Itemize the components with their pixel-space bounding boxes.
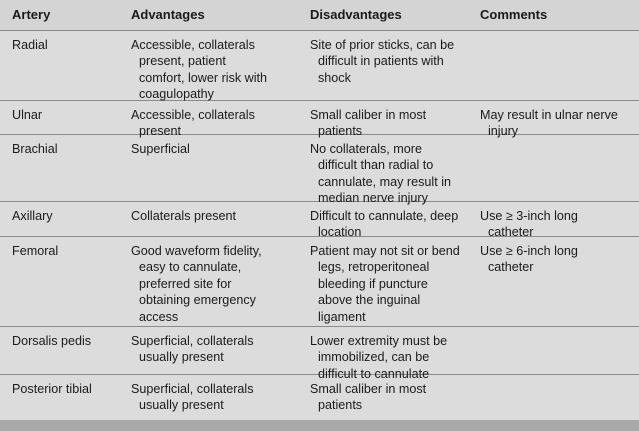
cell-text-line: patients xyxy=(318,124,363,139)
cell-advantages xyxy=(131,333,254,366)
header-disadvantages: Disadvantages xyxy=(310,7,402,22)
cell-advantages xyxy=(131,208,236,224)
cell-text-line: shock xyxy=(318,70,351,85)
cell-text-line: Collaterals present xyxy=(131,209,236,223)
cell-text-line: Accessible, collaterals xyxy=(131,108,255,122)
cell-disadvantages xyxy=(310,208,458,241)
cell-text-line: Posterior tibial xyxy=(12,382,92,396)
cell-text-line: difficult in patients with xyxy=(318,54,444,69)
table-row xyxy=(0,375,639,420)
cell-advantages xyxy=(131,381,254,414)
cell-artery xyxy=(12,141,58,157)
cell-advantages xyxy=(131,37,267,103)
cell-text-line: catheter xyxy=(488,260,534,275)
cell-text-line: Femoral xyxy=(12,244,59,258)
cell-text-line: comfort, lower risk with xyxy=(139,70,268,85)
cell-comments xyxy=(480,208,578,241)
cell-text-line: injury xyxy=(488,124,519,139)
cell-text-line: Brachial xyxy=(12,142,58,156)
cell-text-line: obtaining emergency xyxy=(139,293,256,308)
cell-artery xyxy=(12,381,92,397)
cell-text-line: legs, retroperitoneal xyxy=(318,260,430,275)
cell-text-line: usually present xyxy=(139,350,224,365)
table-row xyxy=(0,135,639,206)
table-row xyxy=(0,327,639,381)
cell-text-line: Axillary xyxy=(12,209,53,223)
cell-text-line: Site of prior sticks, can be xyxy=(310,38,455,52)
cell-text-line: location xyxy=(318,225,362,240)
cell-text-line: easy to cannulate, xyxy=(139,260,242,275)
cell-text-line: Dorsalis pedis xyxy=(12,334,92,348)
header-advantages: Advantages xyxy=(131,7,205,22)
cell-text-line: Patient may not sit or bend xyxy=(310,244,460,258)
cell-text-line: May result in ulnar nerve xyxy=(480,108,618,122)
cell-text-line: Small caliber in most xyxy=(310,382,427,396)
cell-advantages xyxy=(131,141,190,157)
cell-text-line: present xyxy=(139,124,182,139)
cell-artery xyxy=(12,243,58,259)
cell-text-line: coagulopathy xyxy=(139,87,214,102)
table-footer-bar xyxy=(0,420,639,431)
cell-text-line: Superficial, collaterals xyxy=(131,382,254,396)
cell-text-line: Lower extremity must be xyxy=(310,334,448,348)
cell-disadvantages xyxy=(310,381,426,414)
cell-text-line: Accessible, collaterals xyxy=(131,38,255,52)
cell-text-line: access xyxy=(139,309,179,324)
cell-text-line: ligament xyxy=(318,309,366,324)
cell-text-line: catheter xyxy=(488,225,534,240)
cell-disadvantages xyxy=(310,37,454,86)
cell-text-line: present, patient xyxy=(139,54,226,69)
cell-text-line: Use ≥ 6-inch long xyxy=(480,244,578,258)
cell-text-line: preferred site for xyxy=(139,276,232,291)
cell-text-line: Radial xyxy=(12,38,48,52)
cell-text-line: Good waveform fidelity, xyxy=(131,244,262,258)
header-artery: Artery xyxy=(12,7,51,22)
cell-advantages xyxy=(131,243,262,325)
cell-text-line: above the inguinal xyxy=(318,293,421,308)
cell-text-line: difficult than radial to xyxy=(318,158,434,173)
cell-text-line: Use ≥ 3-inch long xyxy=(480,209,578,223)
cell-text-line: patients xyxy=(318,398,363,413)
cell-disadvantages xyxy=(310,243,460,325)
header-comments: Comments xyxy=(480,7,548,22)
cell-text-line: Difficult to cannulate, deep xyxy=(310,209,459,223)
cell-comments xyxy=(480,243,578,276)
table-row xyxy=(0,101,639,139)
cell-text-line: Superficial xyxy=(131,142,190,156)
cell-artery xyxy=(12,37,48,53)
cell-text-line: Ulnar xyxy=(12,108,43,122)
cell-artery xyxy=(12,107,42,123)
cell-text-line: Small caliber in most xyxy=(310,108,427,122)
cell-text-line: immobilized, can be xyxy=(318,350,430,365)
cell-text-line: Superficial, collaterals xyxy=(131,334,254,348)
cell-text-line: median nerve injury xyxy=(318,191,428,206)
cell-disadvantages xyxy=(310,141,451,207)
cell-text-line: usually present xyxy=(139,398,224,413)
cell-text-line: cannulate, may result in xyxy=(318,174,452,189)
table-row xyxy=(0,237,639,327)
table-header-row xyxy=(0,0,639,31)
cell-text-line: No collaterals, more xyxy=(310,142,422,156)
cell-text-line: difficult to cannulate xyxy=(318,366,430,381)
cell-artery xyxy=(12,333,91,349)
table-row xyxy=(0,31,639,101)
table-row xyxy=(0,202,639,240)
cell-text-line: bleeding if puncture xyxy=(318,276,428,291)
cell-artery xyxy=(12,208,53,224)
